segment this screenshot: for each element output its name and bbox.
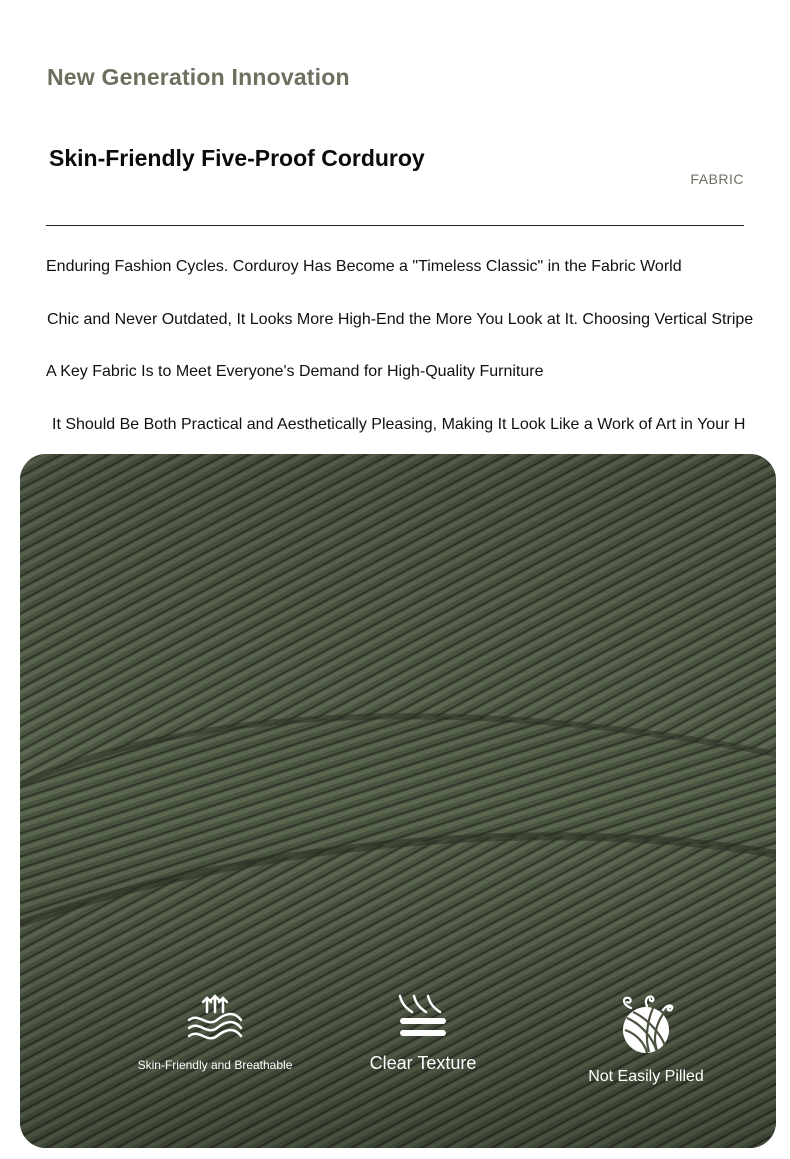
description-line: Enduring Fashion Cycles. Corduroy Has Become a "Timeless Classic" in the Fabric World: [46, 258, 682, 275]
description-line: A Key Fabric Is to Meet Everyone's Demand for High-Quality Furniture: [46, 363, 544, 380]
product-title: Skin-Friendly Five-Proof Corduroy: [49, 145, 425, 171]
title-divider: [46, 225, 744, 226]
feature-clear-texture: [345, 994, 501, 1074]
description-line: It Should Be Both Practical and Aesthetically Pleasing, Making It Look Like a Work of Art in Your H: [52, 416, 746, 433]
section-headline: New Generation Innovation: [47, 64, 350, 90]
feature-not-pilled: [560, 994, 732, 1086]
feature-label: Clear Texture: [369, 1053, 477, 1073]
yarn-ball-icon: [617, 994, 675, 1056]
smooth-lines-icon: [396, 994, 450, 1040]
fabric-tag: FABRIC: [690, 171, 744, 187]
corduroy-fabric-image: [20, 454, 776, 1148]
description-line: Chic and Never Outdated, It Looks More High-End the More You Look at It. Choosing Vertical Stripe: [47, 311, 754, 328]
feature-label: Skin-Friendly and Breathable: [137, 1058, 293, 1072]
feature-breathable: [110, 994, 320, 1072]
feature-label: Not Easily Pilled: [588, 1068, 704, 1085]
breathable-waves-icon: [185, 994, 245, 1044]
